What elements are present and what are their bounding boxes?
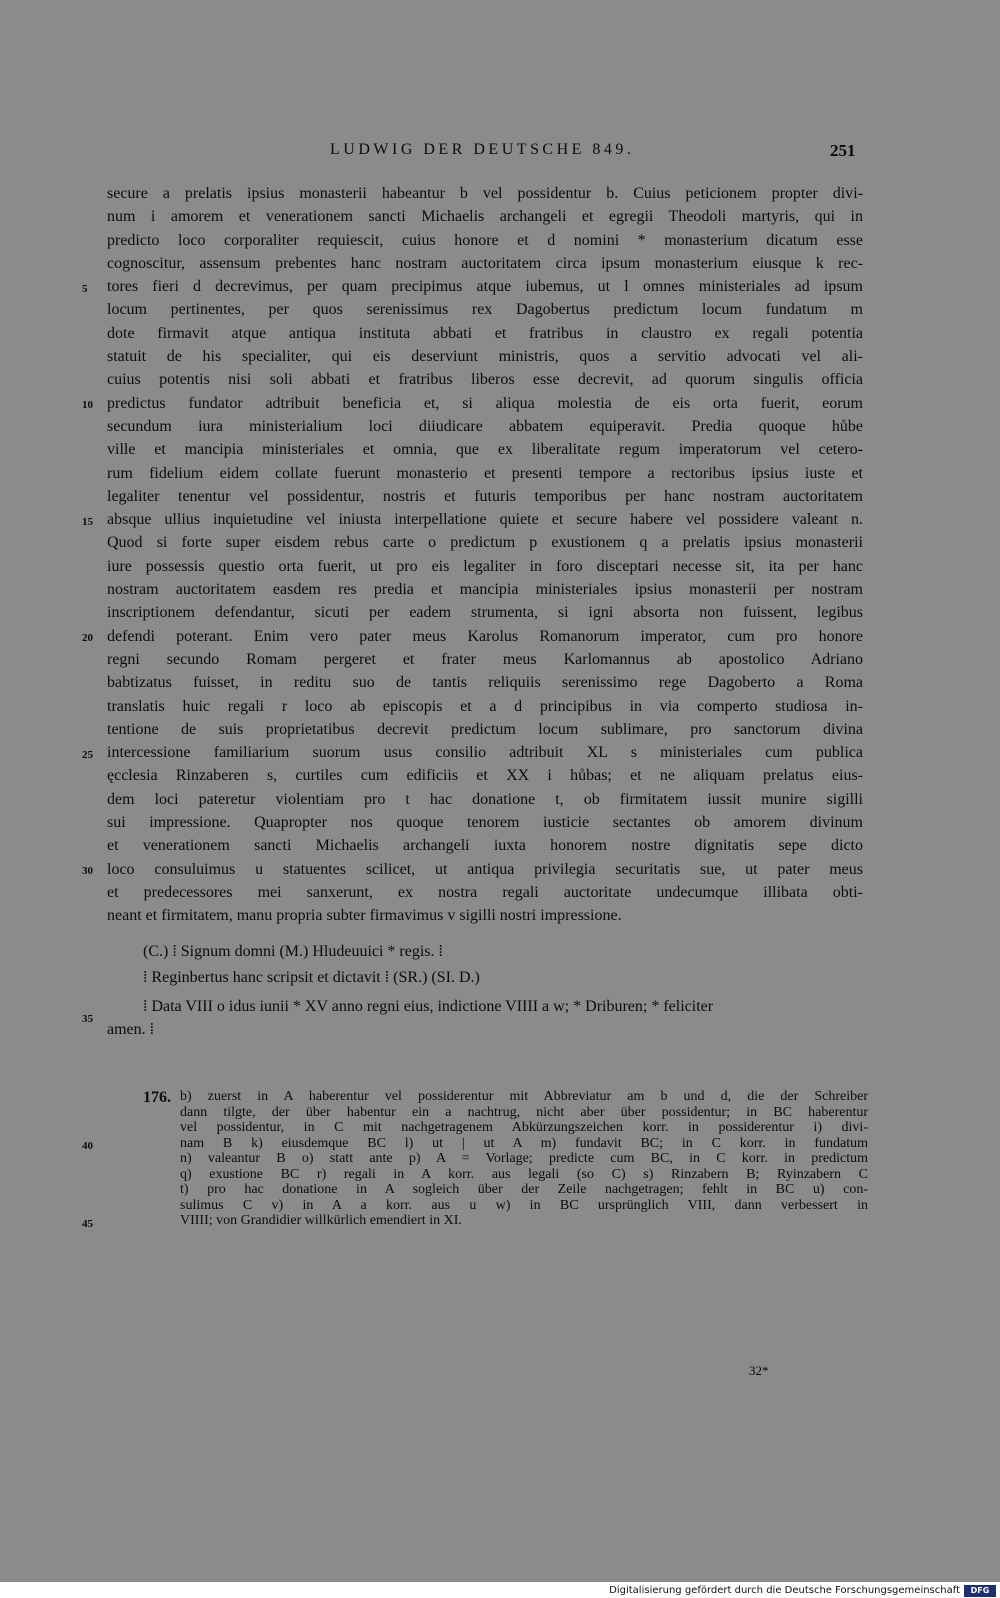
text-line: loco consuluimus u statuentes scilicet, ut antiqua privilegia securitatis sue, ut pater meus <box>107 860 863 878</box>
text-line: inscriptionem defendantur, sicuti per eadem strumenta, si igni absorta non fuissent, legibus <box>107 604 863 622</box>
margin-line-number: 20 <box>82 632 93 644</box>
charter-text <box>107 182 863 928</box>
footnote-line: t) pro hac donatione in A sogleich über der Zeile nachgetragen; fehlt in BC u) con- <box>180 1182 868 1197</box>
running-title: LUDWIG DER DEUTSCHE 849. <box>330 141 635 158</box>
footnote-line: nam B k) eiusdemque BC l) ut | ut A m) fundavit BC; in C korr. in fundatum <box>180 1135 868 1151</box>
sheet-signature: 32* <box>749 1363 769 1378</box>
footer-credit <box>600 1584 1000 1598</box>
footnote-line: vel possidentur, in C mit nachgetragenem Abkürzungszeichen korr. in possiderentur i) divi- <box>180 1120 868 1135</box>
text-line: rum fidelium eidem collate fuerunt monasterio et presenti tempore a rectoribus ipsius iuste et <box>107 464 863 482</box>
dfg-logo: DFG <box>964 1585 996 1597</box>
text-line: nostram auctoritatem easdem res predia et mancipia ministeriales ipsius monasterii per nostram <box>107 581 863 599</box>
page-number: 251 <box>830 141 856 160</box>
text-line: et venerationem sancti Michaelis archangeli iuxta honorem nostre dignitatis sepe dicto <box>107 837 863 855</box>
text-line: predictus fundator adtribuit beneficia et, si aliqua molestia de eis orta fuerit, eorum <box>107 394 863 412</box>
text-line: tentione de suis proprietatibus decrevit predictum locum sublimare, pro sanctorum divina <box>107 720 863 738</box>
text-line: et predecessores mei sanxerunt, ex nostra regali auctoritate undecumque illibata obti- <box>107 883 863 901</box>
text-line: secundum iura ministerialium loci diiudicare abbatem equiperavit. Predia quoque hůbe <box>107 417 863 435</box>
margin-line-number: 10 <box>82 399 93 411</box>
text-line: legaliter tenentur vel possidentur, nostris et futuris temporibus per hanc nostram auctoritatem <box>107 487 863 505</box>
text-line: locum pertinentes, per quos serenissimus rex Dagobertus predictum locum fundatum m <box>107 301 863 319</box>
text-line: num i amorem et venerationem sancti Michaelis archangeli et egregii Theodoli martyris, qui in <box>107 208 863 226</box>
text-line: translatis huic regali r loco ab episcopis et a d principibus in via comperto studiosa in- <box>107 697 863 715</box>
text-line: predicto loco corporaliter requiescit, cuius honore et d nomini * monasterium dicatum esse <box>107 231 863 249</box>
margin-line-number: 25 <box>82 749 93 761</box>
document-number: 176. <box>143 1089 171 1106</box>
funding-credit: Digitalisierung gefördert durch die Deutsche Forschungsgemeinschaft <box>609 1585 960 1596</box>
footnote-line: VIIII; von Grandidier willkürlich emendiert in XI. <box>180 1213 462 1228</box>
text-line: intercessione familiarium suorum usus consilio adtribuit XL s ministeriales cum publica <box>107 744 863 762</box>
text-line: regni secundo Romam pergeret et frater meus Karlomannus ab apostolico Adriano <box>107 650 863 668</box>
margin-line-number: 45 <box>82 1218 93 1230</box>
text-line: sui impressione. Quapropter nos quoque tenorem iusticie sectantes ob amorem divinum <box>107 814 863 832</box>
text-line: secure a prelatis ipsius monasterii habeantur b vel possidentur b. Cuius peticionem propter divi- <box>107 185 863 202</box>
margin-line-number: 35 <box>82 1013 93 1025</box>
formula-line: amen. ⁞ <box>107 1021 155 1038</box>
text-line: tores fieri d decrevimus, per quam precipimus atque iubemus, ut l omnes ministeriales ad ipsum <box>107 278 863 296</box>
text-line: ęcclesia Rinzaberen s, curtiles cum edificiis et XX i hůbas; et ne aliquam prelatus eius- <box>107 767 863 785</box>
footnote-line: q) exustione BC r) regali in A korr. aus legali (so C) s) Rinzabern B; Ryinzabern C <box>180 1166 868 1182</box>
text-line: babtizatus fuisset, in reditu suo de tantis reliquiis serenissimo rege Dagoberto a Roma <box>107 674 863 692</box>
margin-line-number: 40 <box>82 1140 93 1152</box>
text-line: absque ullius inquietudine vel iniusta interpellatione quiete et secure habere vel possidere valeant n. <box>107 511 863 529</box>
margin-line-number: 5 <box>82 283 88 295</box>
footnote-line: dann tilgte, der über habentur ein a nachtrug, nicht aber über possidentur; in BC haberentur <box>180 1104 868 1120</box>
footnote-line: sulimus C v) in A a korr. aus u w) in BC ursprünglich VIII, dann verbessert in <box>180 1197 868 1213</box>
text-line: cuius potentis nisi soli abbati et fratribus liberos esse decrevit, ad quorum singulis officia <box>107 371 863 389</box>
text-line: Quod si forte super eisdem rebus carte o predictum p exustionem q a prelatis ipsius monasterii <box>107 534 863 552</box>
text-line: ville et mancipia ministeriales et omnia, que ex liberalitate regum imperatorum vel cetero- <box>107 441 863 459</box>
text-line: cognoscitur, assensum prebentes hanc nostram auctoritatem circa ipsum monasterium eiusque k rec- <box>107 254 863 272</box>
text-line: defendi poterant. Enim vero pater meus Karolus Romanorum imperator, cum pro honore <box>107 627 863 645</box>
text-line: dem loci pateretur violentiam pro t hac donatione t, ob firmitatem iussit munire sigilli <box>107 790 863 808</box>
formula-line: (C.) ⁞ Signum domni (M.) Hludeuuici * regis. ⁞ <box>143 943 443 960</box>
footnote-line: b) zuerst in A haberentur vel possiderentur mit Abbreviatur am b und d, die der Schreiber <box>180 1089 868 1104</box>
footnote-line: n) valeantur B o) statt ante p) A = Vorlage; predicte cum BC, in C korr. in predictum <box>180 1151 868 1166</box>
text-line: dote firmavit atque antiqua instituta abbati et fratribus in claustro ex regali potentia <box>107 324 863 342</box>
critical-apparatus <box>143 1089 868 1229</box>
formula-line: ⁞ Reginbertus hanc scripsit et dictavit ⁞ (SR.) (SI. D.) <box>143 969 480 986</box>
formula-line: ⁞ Data VIII o idus iunii * XV anno regni eius, indictione VIIII a w; * Driburen; * feliciter <box>143 998 714 1015</box>
running-header <box>0 141 1000 161</box>
text-line: iure possessis questio orta fuerit, ut pro eis legaliter in foro disceptari necesse sit, ita per hanc <box>107 557 863 575</box>
text-line: neant et firmitatem, manu propria subter firmavimus v sigilli nostri impressione. <box>107 907 622 925</box>
margin-line-number: 15 <box>82 516 93 528</box>
margin-line-number: 30 <box>82 865 93 877</box>
text-line: statuit de his specialiter, qui eis deserviunt ministris, quos a servitio advocati vel ali- <box>107 348 863 366</box>
